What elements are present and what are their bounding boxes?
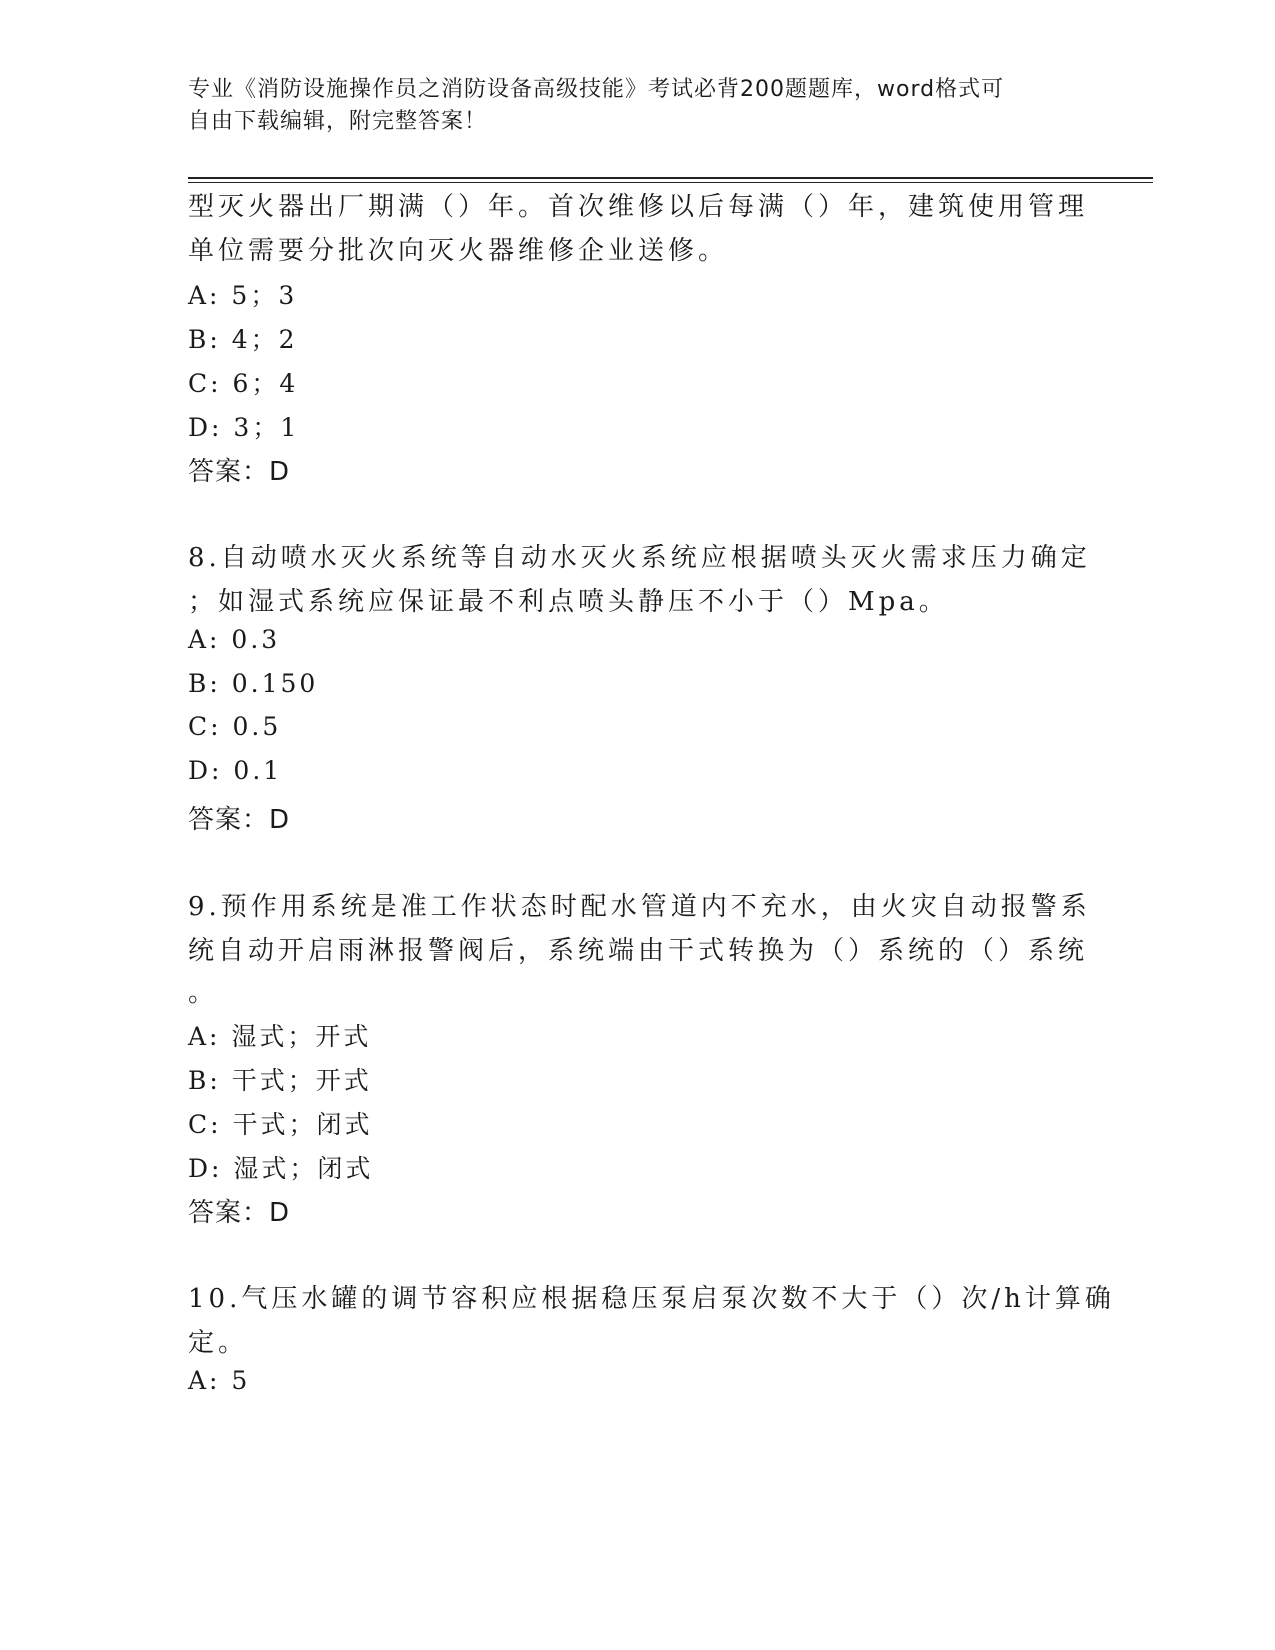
question-9-stem-line-2: 统自动开启雨淋报警阀后，系统端由干式转换为（）系统的（）系统	[188, 936, 1089, 966]
question-9-option-b: B: 干式；开式	[188, 1066, 372, 1095]
header-title-line-2: 自由下载编辑，附完整答案！	[188, 109, 488, 134]
question-9-answer: 答案：D	[188, 1198, 291, 1228]
question-10-stem-line-2: 定。	[188, 1328, 249, 1358]
header-title-line-1: 专业《消防设施操作员之消防设备高级技能》考试必背200题题库，word格式可	[188, 77, 1005, 102]
question-8-stem-line-2: ；如湿式系统应保证最不利点喷头静压不小于（）Mpa。	[188, 587, 949, 617]
question-8-option-c: C: 0.5	[188, 712, 282, 741]
question-9-stem-line-1: 9.预作用系统是准工作状态时配水管道内不充水，由火灾自动报警系	[188, 892, 1091, 922]
question-8-option-d: D: 0.1	[188, 756, 283, 785]
question-8-answer: 答案：D	[188, 805, 291, 835]
question-7-stem-line-1: 型灭火器出厂期满（）年。首次维修以后每满（）年，建筑使用管理	[188, 192, 1089, 222]
question-7-option-d: D: 3；1	[188, 413, 300, 442]
question-7-option-a: A: 5；3	[188, 281, 298, 310]
question-7-option-b: B: 4；2	[188, 325, 298, 354]
header-divider	[188, 177, 1153, 179]
question-7-answer: 答案：D	[188, 457, 291, 487]
question-9-option-a: A: 湿式；开式	[188, 1022, 372, 1051]
question-8-option-b: B: 0.150	[188, 669, 319, 698]
document-header	[188, 74, 1068, 138]
question-8-stem-line-1: 8.自动喷水灭火系统等自动水灭火系统应根据喷头灭火需求压力确定	[188, 543, 1091, 573]
question-9-option-d: D: 湿式；闭式	[188, 1154, 374, 1183]
header-divider-thin	[188, 182, 1153, 183]
question-9-option-c: C: 干式；闭式	[188, 1110, 373, 1139]
question-9-stem-line-3: 。	[188, 978, 219, 1008]
question-7-stem-line-2: 单位需要分批次向灭火器维修企业送修。	[188, 236, 729, 266]
question-7-option-c: C: 6；4	[188, 369, 299, 398]
question-8-option-a: A: 0.3	[188, 625, 281, 654]
question-10-option-a: A: 5	[188, 1366, 251, 1395]
question-10-stem-line-1: 10.气压水罐的调节容积应根据稳压泵启泵次数不大于（）次/h计算确	[188, 1284, 1115, 1314]
